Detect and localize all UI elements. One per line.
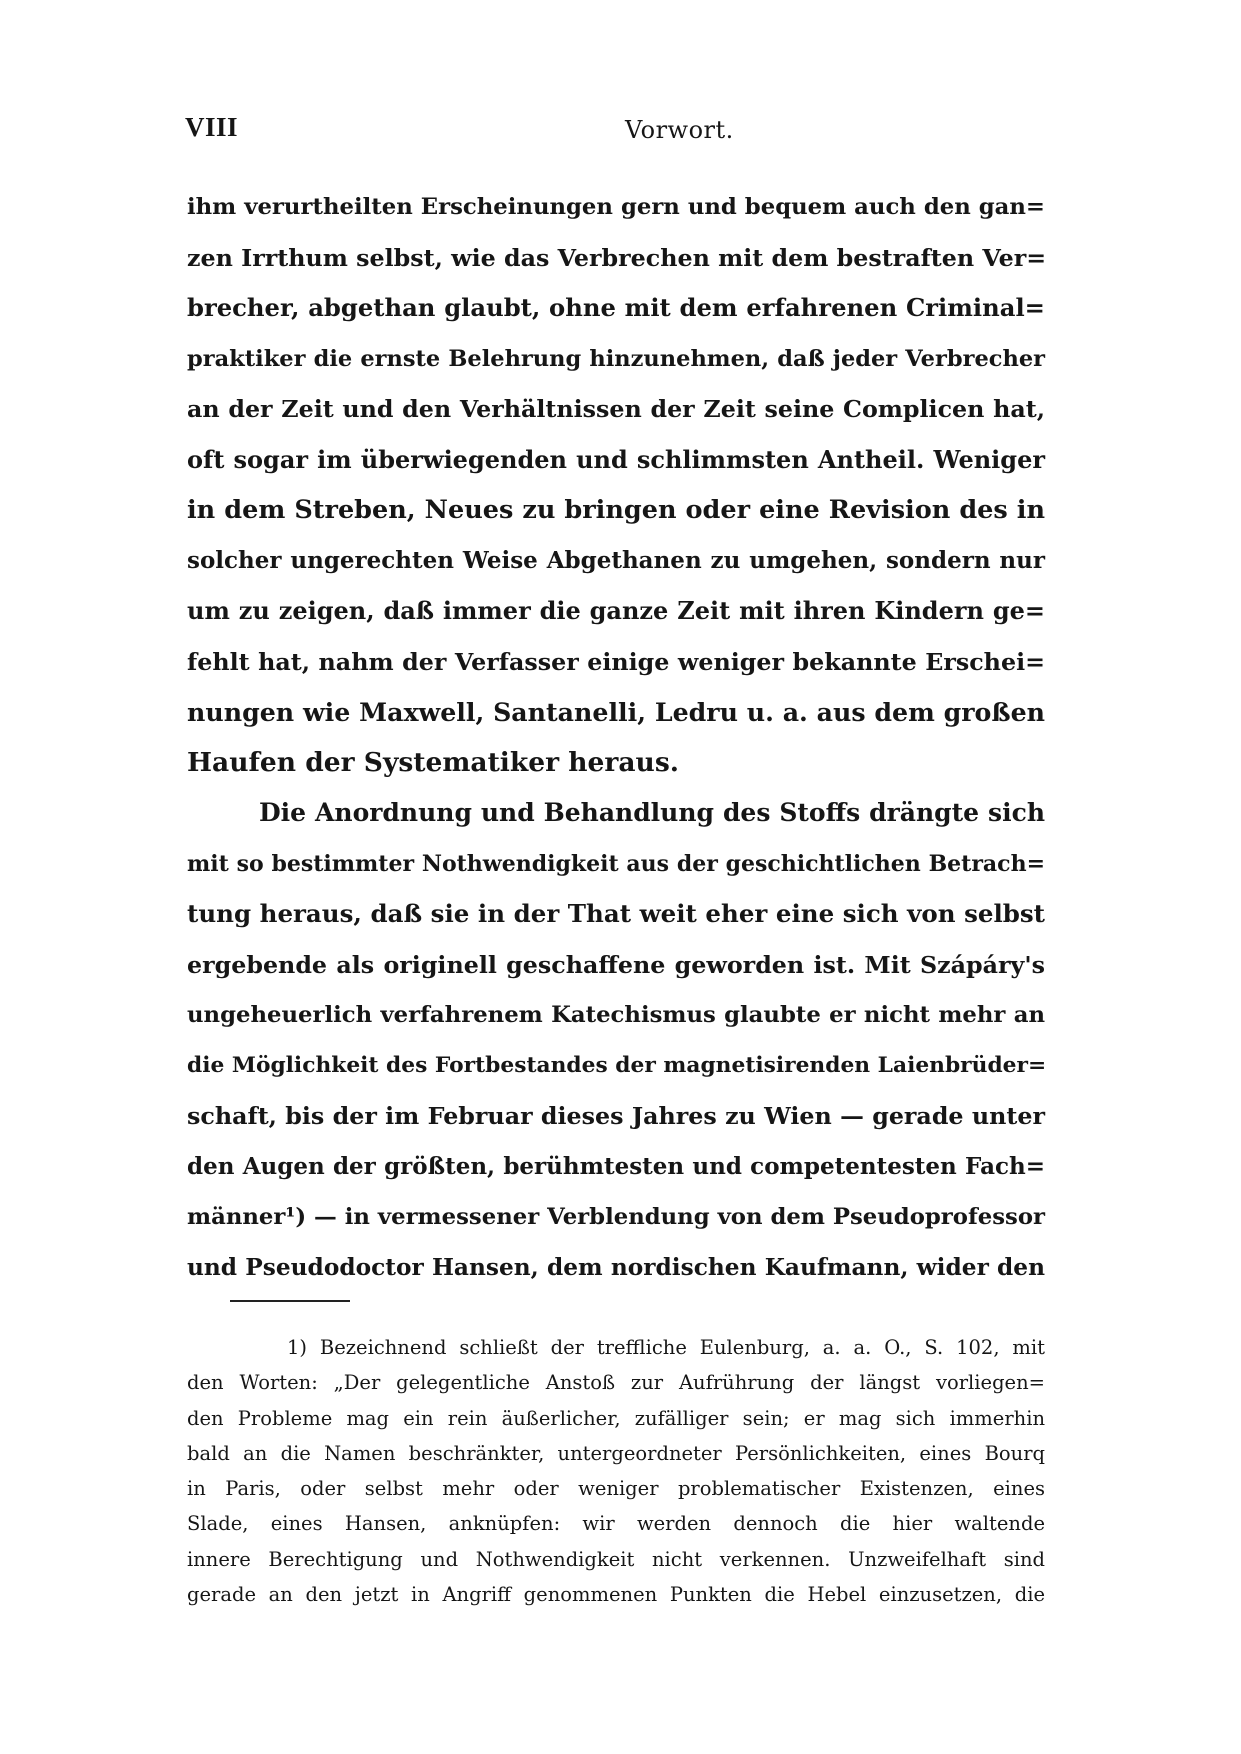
main-text [187,182,1045,1293]
page-header [185,112,1055,152]
footnote-line: in Paris, oder selbst mehr oder weniger problematischer Existenzen, eines [187,1477,1045,1501]
text-line: schaft, bis der im Februar dieses Jahres zu Wien — gerade unter [187,1102,1045,1130]
footnote-line: Slade, eines Hansen, anknüpfen: wir werden dennoch die hier waltende [187,1512,1045,1536]
text-line: in dem Streben, Neues zu bringen oder eine Revision des in [187,495,1045,525]
text-line: brecher, abgethan glaubt, ohne mit dem erfahrenen Criminal= [187,293,1045,322]
text-line: an der Zeit und den Verhältnissen der Zeit seine Complicen hat, [187,395,1045,423]
text-line: tung heraus, daß sie in der That weit eher eine sich von selbst [187,899,1045,928]
text-line: den Augen der größten, berühmtesten und competentesten Fach= [187,1152,1045,1180]
text-line: ihm verurtheilten Erscheinungen gern und bequem auch den gan= [187,194,1045,220]
text-line: fehlt hat, nahm der Verfasser einige weniger bekannte Erschei= [187,647,1045,676]
text-line: nungen wie Maxwell, Santanelli, Ledru u. a. aus dem großen [187,697,1045,727]
text-line: zen Irrthum selbst, wie das Verbrechen mit dem bestraften Ver= [187,243,1047,272]
footnote-line: den Probleme mag ein rein äußerlicher, zufälliger sein; er mag sich immerhin [187,1406,1045,1430]
text-line: solcher ungerechten Weise Abgethanen zu umgehen, sondern nur [187,546,1045,574]
text-line: und Pseudodoctor Hansen, dem nordischen Kaufmann, wider den [187,1253,1045,1281]
running-head: Vorwort. [625,116,734,144]
text-line: Die Anordnung und Behandlung des Stoffs drängte sich [259,798,1045,827]
footnotes [187,1330,1045,1612]
text-line: Haufen der Systematiker heraus. [187,746,679,778]
text-line: die Möglichkeit des Fortbestandes der magnetisirenden Laienbrüder= [187,1052,1047,1078]
footnote-line: bald an die Namen beschränkter, untergeordneter Persönlichkeiten, eines Bourq [187,1441,1045,1465]
footnote-line: gerade an den jetzt in Angriff genommenen Punkten die Hebel einzusetzen, die [187,1583,1045,1607]
footnote-divider [230,1300,350,1302]
footnote-line: den Worten: „Der gelegentliche Anstoß zur Aufrührung der längst vorliegen= [187,1371,1045,1395]
text-line: ergebende als originell geschaffene geworden ist. Mit Szápáry's [187,950,1045,979]
text-line: oft sogar im überwiegenden und schlimmsten Antheil. Weniger [187,444,1045,474]
text-line: um zu zeigen, daß immer die ganze Zeit mit ihren Kindern ge= [187,596,1045,625]
footnote-line: innere Berechtigung und Nothwendigkeit nicht verkennen. Unzweifelhaft sind [187,1547,1045,1571]
text-line: mit so bestimmter Nothwendigkeit aus der geschichtlichen Betrach= [187,850,1045,877]
footnote-line: 1) Bezeichnend schließt der treffliche Eulenburg, a. a. O., S. 102, mit [287,1336,1045,1359]
text-line: praktiker die ernste Belehrung hinzunehmen, daß jeder Verbrecher [187,345,1045,372]
text-line: männer¹) — in vermessener Verblendung von dem Pseudoprofessor [187,1204,1045,1230]
text-line: ungeheuerlich verfahrenem Katechismus glaubte er nicht mehr an [187,1002,1045,1028]
page-number: VIII [185,112,239,142]
